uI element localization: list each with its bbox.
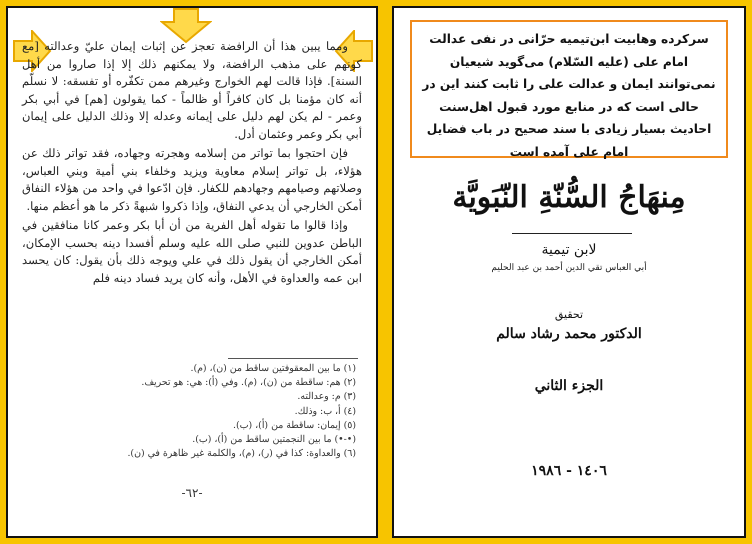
page-body-text <box>22 38 362 289</box>
publication-year: ١٤٠٦ - ١٩٨٦ <box>531 463 607 479</box>
footnote: (٢) هم: ساقطة من (ن)، (م). وفي (أ): هي: هو تحريف. <box>141 377 356 389</box>
tahqiq-label: تحقيق <box>554 308 584 321</box>
footnote: (٥) إيمان: ساقطة من (أ)، (ب). <box>233 419 356 431</box>
footnote-divider <box>228 358 358 359</box>
footnote: (٣) م: وعدالته. <box>297 391 356 403</box>
left-book-page <box>6 6 378 538</box>
footnote: (١) ما بين المعقوفتين ساقط من (ن)، (م). <box>190 363 356 374</box>
editor-name: الدكتور محمد رشاد سالم <box>496 326 642 342</box>
right-book-cover <box>392 6 746 538</box>
author-name: لابن تيمية <box>541 242 597 258</box>
footnote: (٤) أ، ب: وذلك. <box>294 405 356 417</box>
book-title: مِنهَاجُ السُّنّةِ النّبَويَّة <box>452 180 686 215</box>
title-flourish-line <box>512 233 632 234</box>
footnote: (•-•) ما بين النجمتين ساقط من (أ)، (ب). <box>192 434 356 446</box>
footnote: (٦) والعداوة: كذا في (ر)، (م)، والكلمة غير ظاهرة في (ن). <box>127 448 356 460</box>
volume-label: الجزء الثاني <box>534 378 604 394</box>
paragraph: وإذا قالوا ما تقوله أهل الفرية من أن أبا بكر وعمر كانا منافقين في الباطن عدوين للنبي صلى الله عليه وسلم أفسدا دينه بحسب الإمكان، أمكن الخارجي أن يقول ذلك في علي ويوجه ذلك بأن يقول: كان يحسد ابن عمه والعداوة في الأهل، وأنه كان يريد فساد دينه فلم <box>22 218 362 285</box>
footnotes-list <box>127 362 356 461</box>
page-number: -٦٢- <box>181 486 203 500</box>
commentary-callout-box: سرکرده وهابیت ابن‌تیمیه حرّانی در نفی عدالت امام علی (علیه السّلام) می‌گوید شیعیان نمی‌توانند ایمان و عدالت علی را ثابت کنند این در حالی است که در منابع مورد قبول اهل‌سنت احادیث بسیار زیادی با سند صحیح در باب فضایل امام علی آمده است <box>410 20 728 158</box>
paragraph: ومما يبين هذا أن الرافضة تعجز عن إثبات إيمان عليّ وعدالته [مع كونهم على مذهب الرافضة، ولا يمكنهم ذلك إلا إذا صاروا من أهل السنة]. فإذا قالت لهم الخوارج وغيرهم ممن تكفّره أو تفسقه: لا نسلّم أنه كان مؤمنا بل كان كافراً أو ظالماً - كما يقولون [هم] في أبي بكر وعمر - لم يكن لهم دليل على إيمانه وعدله إلا وذلك الدليل على إيمان أبي بكر وعمر وعثمان أدل. <box>22 39 362 141</box>
paragraph: فإن احتجوا بما تواتر من إسلامه وهجرته وجهاده، فقد تواتر ذلك عن هؤلاء، بل تواتر إسلام معاوية ويزيد وخلفاء بني أمية وبني العباس، وصلاتهم وصيامهم وجهادهم للكفار. فإن ادّعوا في واحد من هؤلاء النفاق أمكن الخارجي أن يدعي النفاق، وإذا ذكروا شبهةً ذكر ما هو أعظم منها. <box>22 146 362 213</box>
author-full-name: أبي العباس تقي الدين أحمد بن عبد الحليم <box>491 263 647 273</box>
